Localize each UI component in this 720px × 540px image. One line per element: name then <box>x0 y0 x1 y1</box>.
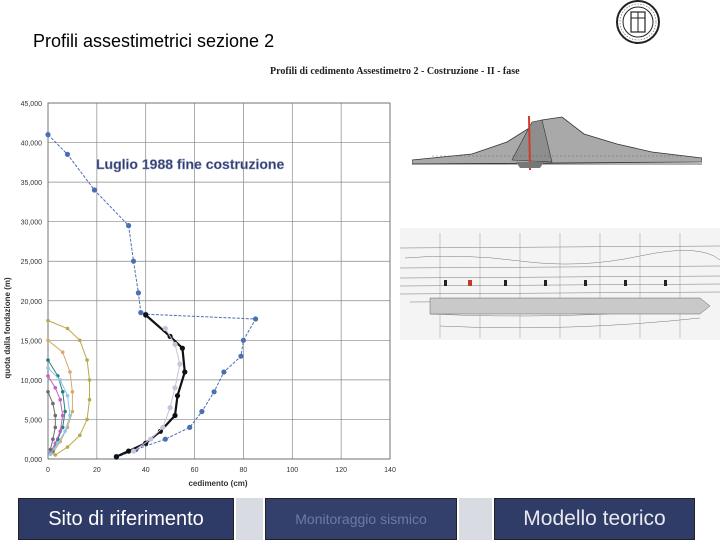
university-seal-logo <box>598 0 678 48</box>
chart-series <box>45 132 258 460</box>
data-point <box>66 394 70 398</box>
y-tick-label: 15,000 <box>20 338 42 346</box>
x-tick-label: 100 <box>286 467 299 474</box>
data-point <box>199 409 204 414</box>
data-point <box>180 346 185 351</box>
data-point <box>148 437 153 442</box>
data-point <box>126 223 131 228</box>
y-tick-label: 20,000 <box>20 298 42 306</box>
nav-divider <box>236 498 263 540</box>
data-point <box>61 390 65 394</box>
embankment-cross-section-image <box>412 112 702 178</box>
monitoraggio-sismico-button[interactable]: Monitoraggio sismico <box>265 498 457 540</box>
data-point <box>65 152 70 157</box>
data-point <box>46 358 50 362</box>
data-point <box>168 405 173 410</box>
data-point <box>46 319 50 323</box>
data-point <box>172 385 177 390</box>
x-tick-label: 20 <box>92 467 101 474</box>
data-point <box>131 449 136 454</box>
data-point <box>49 453 53 457</box>
data-point <box>46 374 50 378</box>
embankment-plan-drawing <box>400 228 720 340</box>
data-point <box>68 414 72 418</box>
data-point <box>54 386 58 390</box>
x-tick-label: 120 <box>335 467 347 474</box>
data-point <box>71 410 75 414</box>
data-point <box>160 425 165 430</box>
y-tick-label: 30,000 <box>20 219 42 227</box>
data-point <box>238 354 243 359</box>
modello-teorico-button[interactable]: Modello teorico <box>494 498 695 540</box>
data-point <box>138 310 143 315</box>
data-point <box>66 445 70 449</box>
data-point <box>46 339 50 343</box>
data-point <box>126 449 131 454</box>
x-tick-label: 60 <box>190 467 199 474</box>
data-point <box>172 413 177 418</box>
data-point <box>163 437 168 442</box>
data-point <box>71 390 75 394</box>
data-point <box>221 369 226 374</box>
chart-annotation: Luglio 1988 fine costruzione <box>96 156 285 172</box>
chart-title: Profili di cedimento Assestimetro 2 - Costruzione - II - fase <box>270 66 520 77</box>
data-point <box>61 350 65 354</box>
nav-divider <box>459 498 492 540</box>
data-point <box>63 430 67 434</box>
data-point <box>58 398 62 402</box>
x-axis-label: cedimento (cm) <box>188 479 248 488</box>
series-line <box>48 135 256 458</box>
x-tick-label: 80 <box>239 467 248 474</box>
data-point <box>61 414 65 418</box>
settlement-chart <box>0 88 400 490</box>
data-point <box>88 398 92 402</box>
data-point <box>49 448 53 452</box>
y-tick-label: 25,000 <box>20 259 42 267</box>
y-axis-label: quota dalla fondazione (m) <box>3 277 12 379</box>
x-tick-label: 140 <box>384 467 396 474</box>
data-point <box>241 338 246 343</box>
y-tick-label: 40,000 <box>20 140 42 148</box>
series-line <box>134 329 180 452</box>
x-tick-label: 0 <box>46 467 50 474</box>
y-tick-label: 10,000 <box>20 377 42 385</box>
data-point <box>45 132 50 137</box>
data-point <box>58 430 62 434</box>
page-title: Profili assestimetrici sezione 2 <box>33 31 275 51</box>
data-point <box>78 434 82 438</box>
data-point <box>58 378 62 382</box>
data-point <box>253 316 258 321</box>
data-point <box>88 378 92 382</box>
data-point <box>212 389 217 394</box>
data-point <box>56 441 60 445</box>
data-point <box>182 369 187 374</box>
data-point <box>177 362 182 367</box>
data-point <box>136 290 141 295</box>
data-point <box>66 327 70 331</box>
data-point <box>46 366 50 370</box>
data-point <box>114 454 119 459</box>
data-point <box>143 312 148 317</box>
data-point <box>175 393 180 398</box>
data-point <box>54 414 58 418</box>
sito-di-riferimento-button[interactable]: Sito di riferimento <box>18 498 234 540</box>
y-tick-label: 35,000 <box>20 180 42 188</box>
data-point <box>68 370 72 374</box>
data-point <box>85 358 89 362</box>
x-tick-label: 40 <box>141 467 150 474</box>
data-point <box>78 339 82 343</box>
series-line <box>48 392 55 450</box>
y-tick-label: 5,000 <box>24 417 42 425</box>
data-point <box>85 418 89 422</box>
y-tick-label: 0,000 <box>24 457 42 464</box>
data-point <box>131 259 136 264</box>
data-point <box>92 187 97 192</box>
data-point <box>187 425 192 430</box>
data-point <box>172 342 177 347</box>
data-point <box>46 390 50 394</box>
data-point <box>51 402 55 406</box>
data-point <box>54 426 58 430</box>
data-point <box>51 437 55 441</box>
y-tick-label: 45,000 <box>20 101 42 108</box>
data-point <box>63 410 67 414</box>
data-point <box>163 326 168 331</box>
